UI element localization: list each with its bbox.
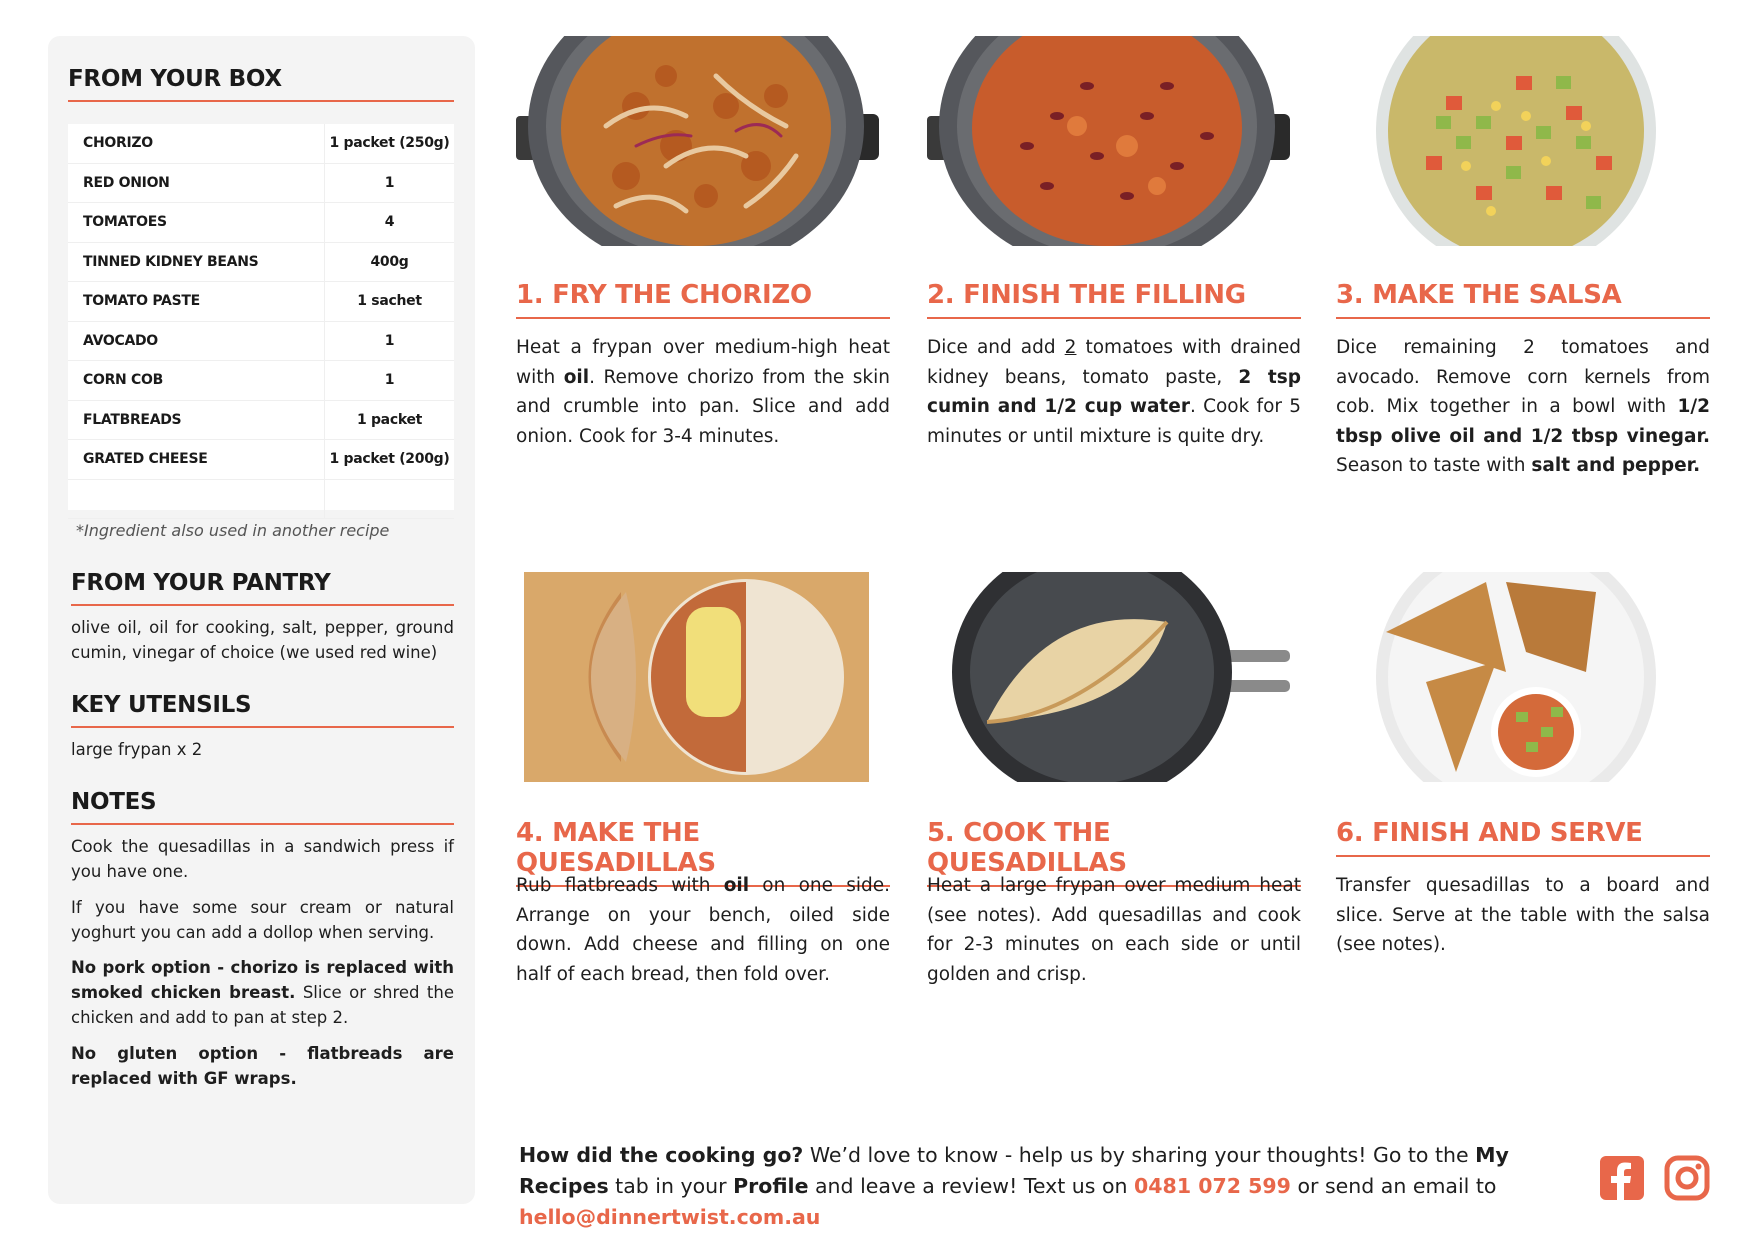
ingredient-name: CHORIZO [68,124,325,163]
note-sour-cream: If you have some sour cream or natural yoghurt you can add a dollop when serving. [71,898,454,942]
utensils-text: large frypan x 2 [71,740,203,759]
ingredient-name-empty [68,480,325,519]
ingredient-row [68,282,454,322]
ingredient-row [68,401,454,441]
ingredient-row [68,203,454,243]
ingredient-name: FLATBREADS [68,401,325,440]
footer-question: How did the cooking go? [519,1143,804,1167]
ingredient-row [68,440,454,480]
ingredient-row-empty [68,480,454,520]
step-4-text [516,871,890,989]
ingredient-row [68,243,454,283]
step-3-bold: 1/2 tbsp olive oil and 1/2 tbsp vinegar. [1336,396,1710,447]
step-3-title: 3. MAKE THE SALSA [1336,280,1710,319]
step-2-underline: 2 [1064,337,1077,358]
footer-text: tab in your [608,1174,734,1198]
step-4-bold: oil [723,875,750,896]
ingredient-note: *Ingredient also used in another recipe [76,521,390,540]
step-4-title: 4. MAKE THE QUESADILLAS [516,818,890,887]
footer-text: or send an email to [1290,1174,1497,1198]
pantry-text: olive oil, oil for cooking, salt, pepper, ground cumin, vinegar of choice (we used red wine) [71,618,454,662]
step-2-title: 2. FINISH THE FILLING [927,280,1301,319]
my-recipes-label: My Recipes [519,1143,1509,1198]
step-3-text-part: Season to taste with [1336,455,1532,476]
ingredient-qty: 1 [384,174,395,191]
salsa-bowl-photo [1336,36,1699,246]
step-6-text: Transfer quesadillas to a board and slice. Serve at the table with the salsa (see notes). [1336,875,1710,955]
ingredient-row [68,322,454,362]
note-no-pork [71,955,454,1030]
pan-chorizo-onion-photo [516,36,879,246]
step-2-text [927,333,1301,451]
key-utensils-heading: KEY UTENSILS [71,692,454,728]
step-5-title: 5. COOK THE QUESADILLAS [927,818,1301,887]
facebook-icon[interactable] [1599,1155,1645,1201]
from-your-pantry-heading: FROM YOUR PANTRY [71,570,454,606]
pan-filling-photo [927,36,1290,246]
step-2-text-part: . Cook for 5 minutes or until mixture is quite dry. [927,396,1301,447]
step-6-title: 6. FINISH AND SERVE [1336,818,1710,857]
ingredient-row [68,124,454,164]
ingredient-qty: 1 [384,372,395,389]
step-1-text-part: . Remove chorizo from the skin and crumble into pan. Slice and add onion. Cook for 3-4 minutes. [516,366,890,447]
ingredient-qty: 1 packet (250g) [329,135,450,152]
step-2-text-part: Dice and add [927,337,1065,358]
from-your-box-heading: FROM YOUR BOX [68,66,454,102]
ingredient-qty: 400g [370,253,409,270]
footer-text: and leave a review! Text us on [808,1174,1135,1198]
ingredient-name: GRATED CHEESE [68,440,325,479]
note-no-gluten-bold: No gluten option - flatbreads are replaced with GF wraps. [71,1044,454,1088]
ingredient-name: TINNED KIDNEY BEANS [68,243,325,282]
ingredient-qty: 1 packet (200g) [329,451,450,468]
step-3-text [1336,333,1710,481]
ingredient-name: AVOCADO [68,322,325,361]
step-4-text-part: Rub flatbreads with [516,875,724,896]
ingredient-qty: 4 [384,214,395,231]
step-2-text-part: tomatoes with drained kidney beans, tomato paste, [927,337,1301,388]
ingredient-qty: 1 sachet [357,293,422,310]
step-2-bold: 2 tsp cumin and 1/2 cup water [927,366,1301,417]
ingredient-name: RED ONION [68,164,325,203]
quesadilla-pan-photo [927,572,1290,782]
note-no-gluten [71,1041,454,1091]
ingredient-name: CORN COB [68,361,325,400]
profile-label: Profile [733,1174,809,1198]
flatbreads-board-photo [516,572,879,782]
ingredient-row [68,361,454,401]
step-3-bold: salt and pepper. [1531,455,1701,476]
step-1-title: 1. FRY THE CHORIZO [516,280,890,319]
step-3-text-part: Dice remaining 2 tomatoes and avocado. Remove corn kernels from cob. Mix together in a bowl with [1336,337,1710,417]
step-1-bold: oil [563,366,590,388]
step-1-text [516,333,890,451]
phone-link[interactable]: 0481 072 599 [1134,1174,1291,1198]
serving-plate-photo [1336,572,1699,782]
ingredient-name: TOMATOES [68,203,325,242]
notes-heading: NOTES [71,789,454,825]
step-4-text-part: on one side. Arrange on your bench, oiled side down. Add cheese and filling on one half of each bread, then fold over. [516,875,890,985]
footer-text: We’d love to know - help us by sharing your thoughts! Go to the [803,1143,1476,1167]
ingredient-row [68,164,454,204]
ingredient-qty: 1 packet [356,411,423,428]
review-footer [519,1140,1579,1233]
instagram-icon[interactable] [1664,1155,1710,1201]
ingredient-qty: 1 [384,332,395,349]
ingredient-name: TOMATO PASTE [68,282,325,321]
note-no-pork-rest: Slice or shred the chicken and add to pan at step 2. [71,983,454,1027]
step-1-text-part: Heat a frypan over medium-high heat with [516,337,890,388]
note-no-pork-bold: No pork option - chorizo is replaced with smoked chicken breast. [71,958,454,1002]
note-sandwich-press: Cook the quesadillas in a sandwich press if you have one. [71,837,454,881]
step-5-text: Heat a large frypan over medium heat (see notes). Add quesadillas and cook for 2-3 minutes on each side or until golden and crisp. [927,875,1301,985]
email-link[interactable]: hello@dinnertwist.com.au [519,1205,821,1229]
ingredients-table [68,124,454,510]
